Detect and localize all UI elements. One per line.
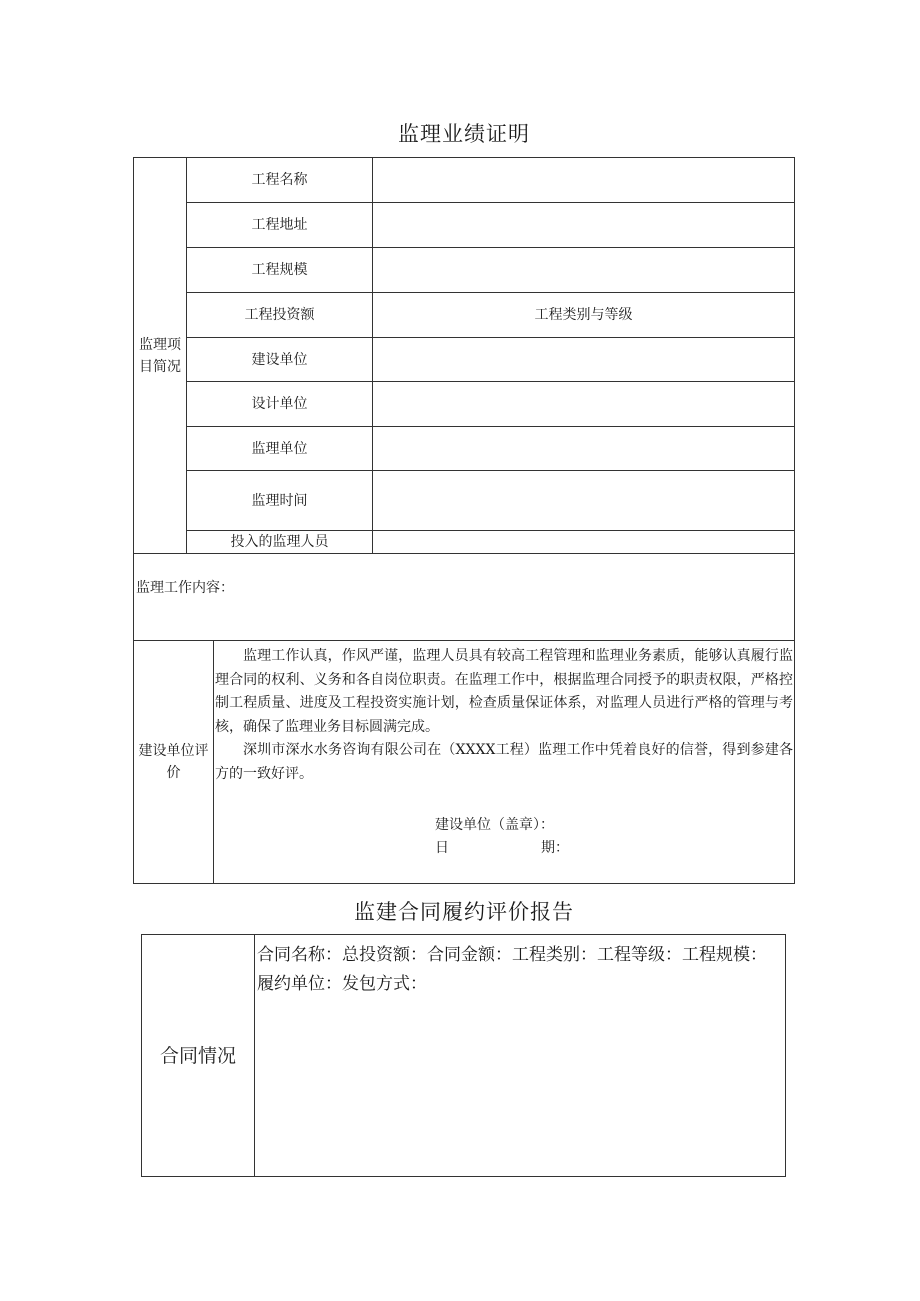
evaluation-paragraph-1: 监理工作认真，作风严谨，监理人员具有较高工程管理和监理业务素质，能够认真履行监理合同的权利、义务和各自岗位职责。在监理工作中，根据监理合同授予的职责权限，严格控制工程质量、进度及工程投资实施计划，检查质量保证体系，对监理人员进行严格的管理与考核，确保了监理业务目标圆满完成。	[215, 648, 793, 735]
project-scale-label: 工程规模	[251, 262, 308, 278]
supervision-period-label: 监理时间	[251, 492, 308, 509]
project-overview-label: 监理项目简况	[139, 336, 181, 375]
seal-label: 建设单位（盖章）：	[435, 817, 554, 833]
design-unit-value	[373, 382, 794, 426]
project-name-label: 工程名称	[251, 172, 308, 188]
supervision-unit-label: 监理单位	[251, 440, 308, 457]
category-grade-label: 工程类别与等级	[534, 307, 633, 323]
contract-line-2: 履约单位：发包方式：	[257, 974, 427, 994]
owner-unit-label: 建设单位	[251, 351, 308, 368]
date-label-2: 期：	[541, 840, 569, 856]
design-unit-label: 设计单位	[251, 396, 308, 412]
evaluation-text	[215, 645, 793, 787]
contract-line-1: 合同名称：总投资额：合同金额：工程类别：工程等级：工程规模：	[257, 945, 767, 965]
evaluation-paragraph-2: 深圳市深水水务咨询有限公司在（XXXX工程）监理工作中凭着良好的信誉，得到参建各方的一致好评。	[215, 742, 793, 782]
supervision-staff-value	[373, 531, 794, 553]
work-content-label: 监理工作内容：	[136, 580, 234, 596]
date-label-1: 日	[435, 840, 449, 856]
supervision-unit-value	[373, 427, 794, 470]
supervision-staff-label: 投入的监理人员	[230, 534, 329, 550]
report-title: 监建合同履约评价报告	[354, 900, 574, 924]
page-title: 监理业绩证明	[398, 122, 530, 146]
project-address-label: 工程地址	[251, 217, 308, 233]
project-scale-value	[373, 248, 794, 292]
owner-unit-value	[373, 338, 794, 381]
investment-label: 工程投资额	[244, 307, 315, 323]
owner-evaluation-label: 建设单位评价	[138, 743, 209, 781]
project-address-value	[373, 203, 794, 247]
contract-status-label: 合同情况	[159, 1044, 236, 1067]
project-name-value	[373, 158, 794, 202]
supervision-period-value	[373, 471, 794, 530]
